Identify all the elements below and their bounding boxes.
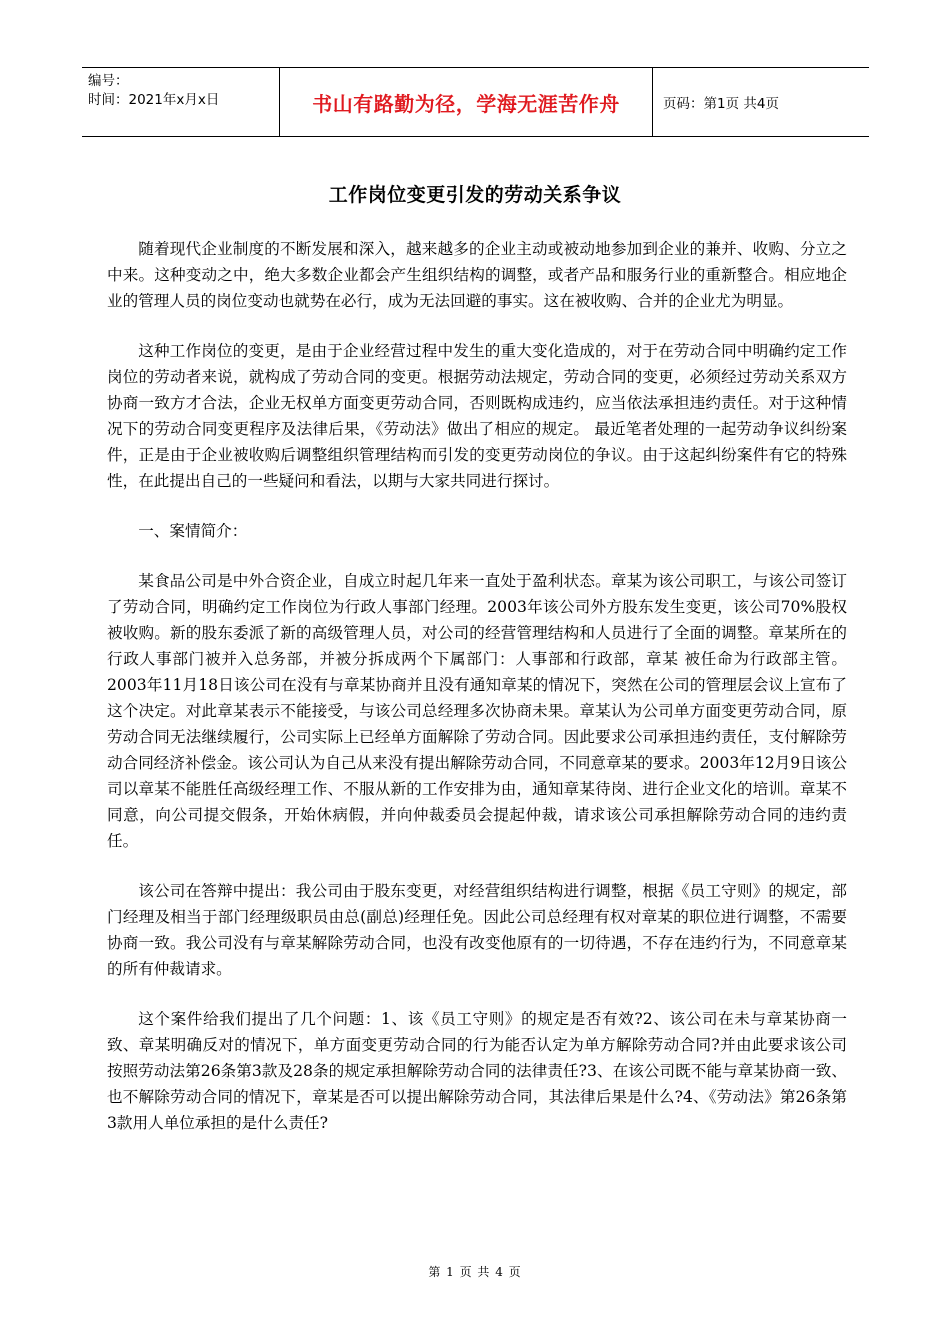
paragraph: 这个案件给我们提出了几个问题：1、该《员工守则》的规定是否有效?2、该公司在未与章某协商一致、章某明确反对的情况下，单方面变更劳动合同的行为能否认定为单方解除劳动合同?并由此要求该公司按照劳动法第26条第3款及28条的规定承担解除劳动合同的法律责任?3、在该公司既不能与章某协商一致、也不解除劳动合同的情况下，章某是否可以提出解除劳动合同，其法律后果是什么?4、《劳动法》第26条第3款用人单位承担的是什么责任?	[107, 1010, 847, 1132]
serial-label: 编号：	[88, 73, 129, 89]
time-label: 时间：2021年x月x日	[88, 92, 220, 108]
document-title: 工作岗位变更引发的劳动关系争议	[328, 184, 622, 206]
header-motto: 书山有路勤为径，学海无涯苦作舟	[280, 68, 653, 136]
section-heading: 一、案情简介：	[138, 522, 248, 540]
header-meta	[82, 68, 280, 136]
page-footer: 第 1 页 共 4 页	[428, 1265, 522, 1279]
paragraph: 某食品公司是中外合资企业，自成立时起几年来一直处于盈利状态。章某为该公司职工，与该公司签订了劳动合同，明确约定工作岗位为行政人事部门经理。2003年该公司外方股东发生变更，该公司70%股权被收购。新的股东委派了新的高级管理人员，对公司的经营管理结构和人员进行了全面的调整。章某所在的行政人事部门被并入总务部，并被分拆成两个下属部门：人事部和行政部，章某 被任命为行政部主管。2003年11月18日该公司在没有与章某协商并且没有通知章某的情况下，突然在公司的管理层会议上宣布了这个决定。对此章某表示不能接受，与该公司总经理多次协商未果。章某认为公司单方面变更劳动合同，原劳动合同无法继续履行，公司实际上已经单方面解除了劳动合同。因此要求公司承担违约责任，支付解除劳动合同经济补偿金。该公司认为自己从来没有提出解除劳动合同，不同意章某的要求。2003年12月9日该公司以章某不能胜任高级经理工作、不服从新的工作安排为由，通知章某待岗、进行企业文化的培训。章某不同意，向公司提交假条，开始休病假，并向仲裁委员会提起仲裁，请求该公司承担解除劳动合同的违约责任。	[107, 572, 847, 850]
paragraph: 这种工作岗位的变更，是由于企业经营过程中发生的重大变化造成的，对于在劳动合同中明确约定工作岗位的劳动者来说，就构成了劳动合同的变更。根据劳动法规定，劳动合同的变更，必须经过劳动关系双方协商一致方才合法，企业无权单方面变更劳动合同，否则既构成违约，应当依法承担违约责任。对于这种情况下的劳动合同变更程序及法律后果，《劳动法》做出了相应的规定。 最近笔者处理的一起劳动争议纠纷案件，正是由于企业被收购后调整组织管理结构而引发的变更劳动岗位的争议。由于这起纠纷案件有它的特殊性，在此提出自己的一些疑问和看法，以期与大家共同进行探讨。	[107, 342, 847, 490]
paragraph: 该公司在答辩中提出：我公司由于股东变更，对经营组织结构进行调整，根据《员工守则》的规定，部门经理及相当于部门经理级职员由总(副总)经理任免。因此公司总经理有权对章某的职位进行调整，不需要协商一致。我公司没有与章某解除劳动合同，也没有改变他原有的一切待遇，不存在违约行为，不同意章某的所有仲裁请求。	[107, 882, 847, 978]
header-page-info: 页码：第1页 共4页	[663, 96, 779, 112]
document-body	[107, 236, 847, 1160]
document-header	[82, 67, 869, 137]
paragraph: 随着现代企业制度的不断发展和深入，越来越多的企业主动或被动地参加到企业的兼并、收购、分立之中来。这种变动之中，绝大多数企业都会产生组织结构的调整，或者产品和服务行业的重新整合。相应地企业的管理人员的岗位变动也就势在必行，成为无法回避的事实。这在被收购、合并的企业尤为明显。	[107, 240, 847, 310]
